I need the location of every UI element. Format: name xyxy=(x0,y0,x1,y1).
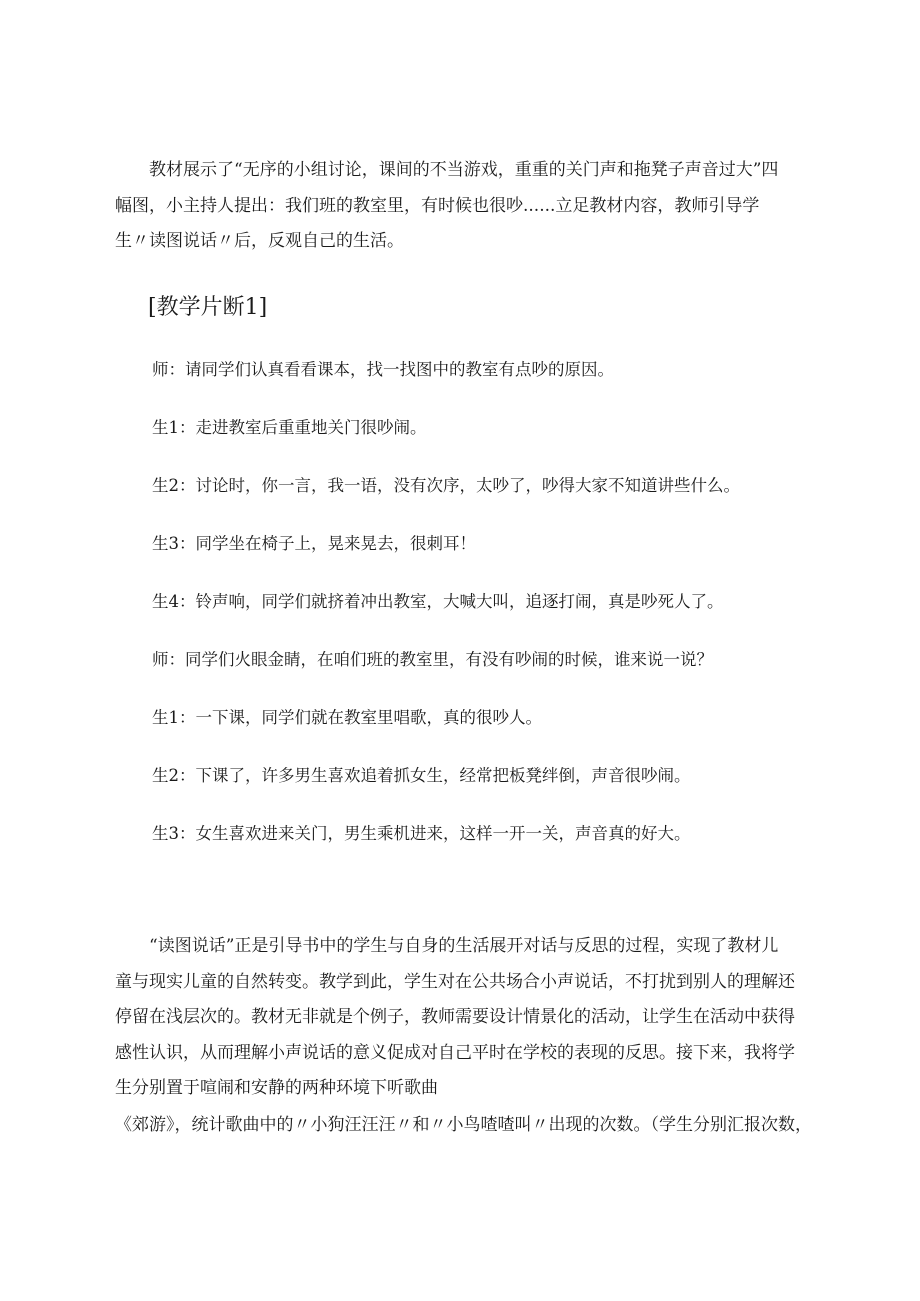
analysis-line: 停留在浅层次的。教材无非就是个例子，教师需要设计情景化的活动，让学生在活动中获得 xyxy=(115,1007,795,1027)
continuation-text: 《郊游》，统计歌曲中的〃小狗汪汪汪〃和〃小鸟喳喳叫〃出现的次数。（学生分别汇报次数， xyxy=(115,1115,812,1135)
intro-paragraph xyxy=(115,153,810,260)
dialogue-line: 生2：下课了，许多男生喜欢追着抓女生，经常把板凳绊倒，声音很吵闹。 xyxy=(152,766,691,785)
dialogue-line: 生1：一下课，同学们就在教室里唱歌，真的很吵人。 xyxy=(152,708,542,727)
intro-line: 教材展示了“无序的小组讨论，课间的不当游戏，重重的关门声和拖凳子声音过大”四 xyxy=(115,160,779,180)
continuation-line xyxy=(115,1108,815,1144)
section-heading: [教学片断1] xyxy=(148,295,268,320)
dialogue-line: 生3：女生喜欢进来关门，男生乘机进来，这样一开一关，声音真的好大。 xyxy=(152,824,691,843)
dialogue-line: 师：请同学们认真看看课本，找一找图中的教室有点吵的原因。 xyxy=(152,360,614,379)
analysis-paragraph xyxy=(115,929,810,1107)
analysis-line: “读图说话”正是引导书中的学生与自身的生活展开对话与反思的过程，实现了教材儿 xyxy=(115,936,779,956)
intro-line: 生〃读图说话〃后，反观自己的生活。 xyxy=(115,231,404,251)
analysis-line: 生分别置于喧闹和安静的两种环境下听歌曲 xyxy=(115,1078,438,1098)
dialogue-line: 生3：同学坐在椅子上，晃来晃去，很刺耳！ xyxy=(152,534,476,553)
dialogue-line: 生2：讨论时，你一言，我一语，没有次序，太吵了，吵得大家不知道讲些什么。 xyxy=(152,476,740,495)
intro-line: 幅图，小主持人提出：我们班的教室里，有时候也很吵......立足教材内容，教师引导学 xyxy=(115,195,760,216)
dialogue-line: 生4：铃声响，同学们就挤着冲出教室，大喊大叫，追逐打闹，真是吵死人了。 xyxy=(152,592,724,611)
analysis-line: 童与现实儿童的自然转变。教学到此，学生对在公共场合小声说话，不打扰到别人的理解还 xyxy=(115,971,795,992)
dialogue-line: 生1：走进教室后重重地关门很吵闹。 xyxy=(152,418,427,437)
analysis-line: 感性认识，从而理解小声说话的意义促成对自己平时在学校的表现的反思。接下来，我将学 xyxy=(115,1042,795,1063)
dialogue-line: 师：同学们火眼金睛，在咱们班的教室里，有没有吵闹的时候，谁来说一说？ xyxy=(152,650,713,669)
